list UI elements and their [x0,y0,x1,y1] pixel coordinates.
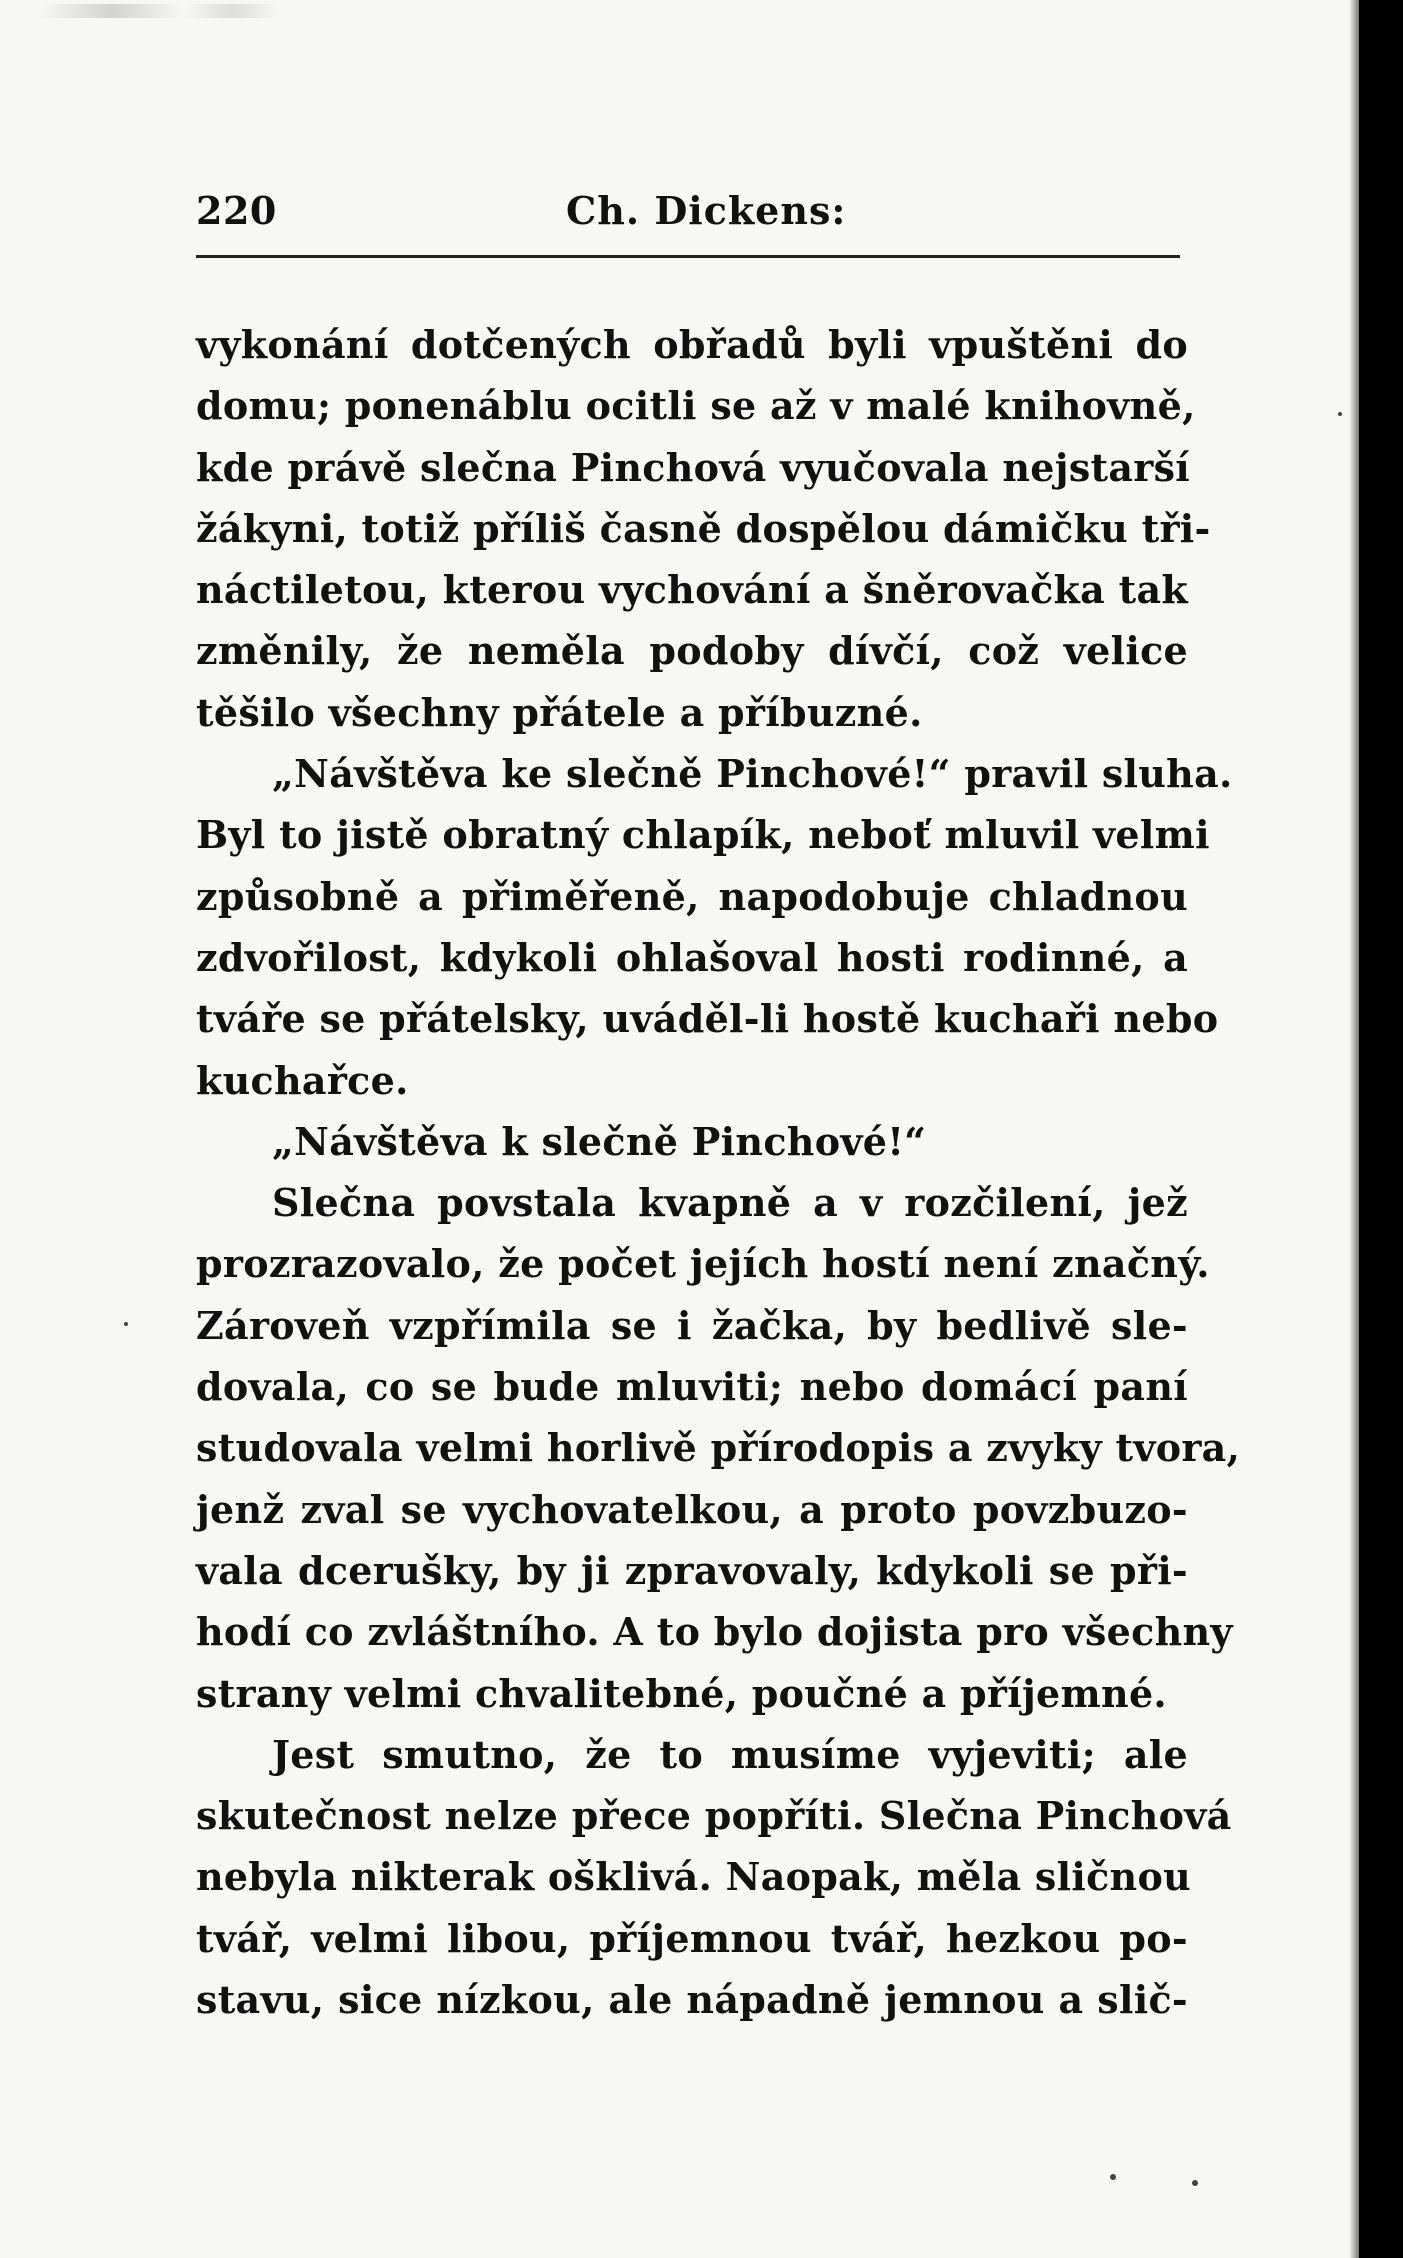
text-line: nebyla nikterak ošklivá. Naopak, měla sličnou [196,1854,1192,1900]
text-line: „Návštěva ke slečně Pinchové!“ pravil sluha. [272,751,1233,797]
print-speck [1110,2174,1116,2180]
text-line: jenž zval se vychovatelkou, a proto povzbuzo- [196,1486,1188,1532]
text-line: vykonání dotčených obřadů byli vpuštěni do [196,322,1188,367]
header-rule [196,255,1180,258]
text-line: Byl to jistě obratný chlapík, neboť mluvil velmi [196,812,1210,858]
text-line: dovala, co se bude mluviti; nebo domácí paní [196,1364,1188,1410]
page-header [196,188,1180,248]
print-speck [1338,412,1342,416]
text-line: studovala velmi horlivě přírodopis a zvyky tvora, [196,1425,1241,1471]
text-line: zdvořilost, kdykoli ohlašoval hosti rodinné, a [196,934,1188,980]
text-line: Zároveň vzpřímila se i žačka, by bedlivě sle- [196,1302,1188,1348]
text-line: Slečna povstala kvapně a v rozčilení, jež [272,1180,1188,1226]
page-scuff [40,4,280,18]
text-line: těšilo všechny přátele a příbuzné. [196,689,923,735]
print-speck [124,1322,128,1326]
text-line: kuchařce. [196,1057,409,1103]
text-line: náctiletou, kterou vychování a šněrovačka tak [196,567,1188,613]
text-line: tvář, velmi libou, příjemnou tvář, hezkou po- [196,1915,1188,1961]
scan-edge [1359,0,1403,2258]
text-line: změnily, že neměla podoby dívčí, což velice [196,628,1188,674]
text-line: vala dcerušky, by ji zpravovaly, kdykoli se při- [196,1547,1188,1593]
text-line: strany velmi chvalitebné, poučné a příjemné. [196,1670,1167,1716]
text-line: Jest smutno, že to musíme vyjeviti; ale [272,1731,1188,1777]
print-speck [1192,2180,1198,2186]
text-line: kde právě slečna Pinchová vyučovala nejstarší [196,444,1191,490]
text-line: stavu, sice nízkou, ale nápadně jemnou a slič- [196,1977,1188,2023]
page-number: 220 [196,188,277,233]
text-line: skutečnost nelze přece popříti. Slečna Pinchová [196,1793,1232,1839]
text-line: žákyni, totiž příliš časně dospělou dámičku tři- [196,505,1211,551]
text-line: tváře se přátelsky, uváděl-li hostě kuchaři nebo [196,996,1219,1042]
text-line: způsobně a přiměřeně, napodobuje chladnou [196,873,1188,919]
body-text [196,314,1241,2030]
running-head: Ch. Dickens: [566,188,847,233]
text-line: hodí co zvláštního. A to bylo dojista pro všechny [196,1609,1233,1655]
text-line: „Návštěva k slečně Pinchové!“ [272,1118,927,1164]
text-line: prozrazovalo, že počet jejích hostí není značný. [196,1241,1210,1287]
text-line: domu; ponenáblu ocitli se až v malé knihovně, [196,383,1196,429]
